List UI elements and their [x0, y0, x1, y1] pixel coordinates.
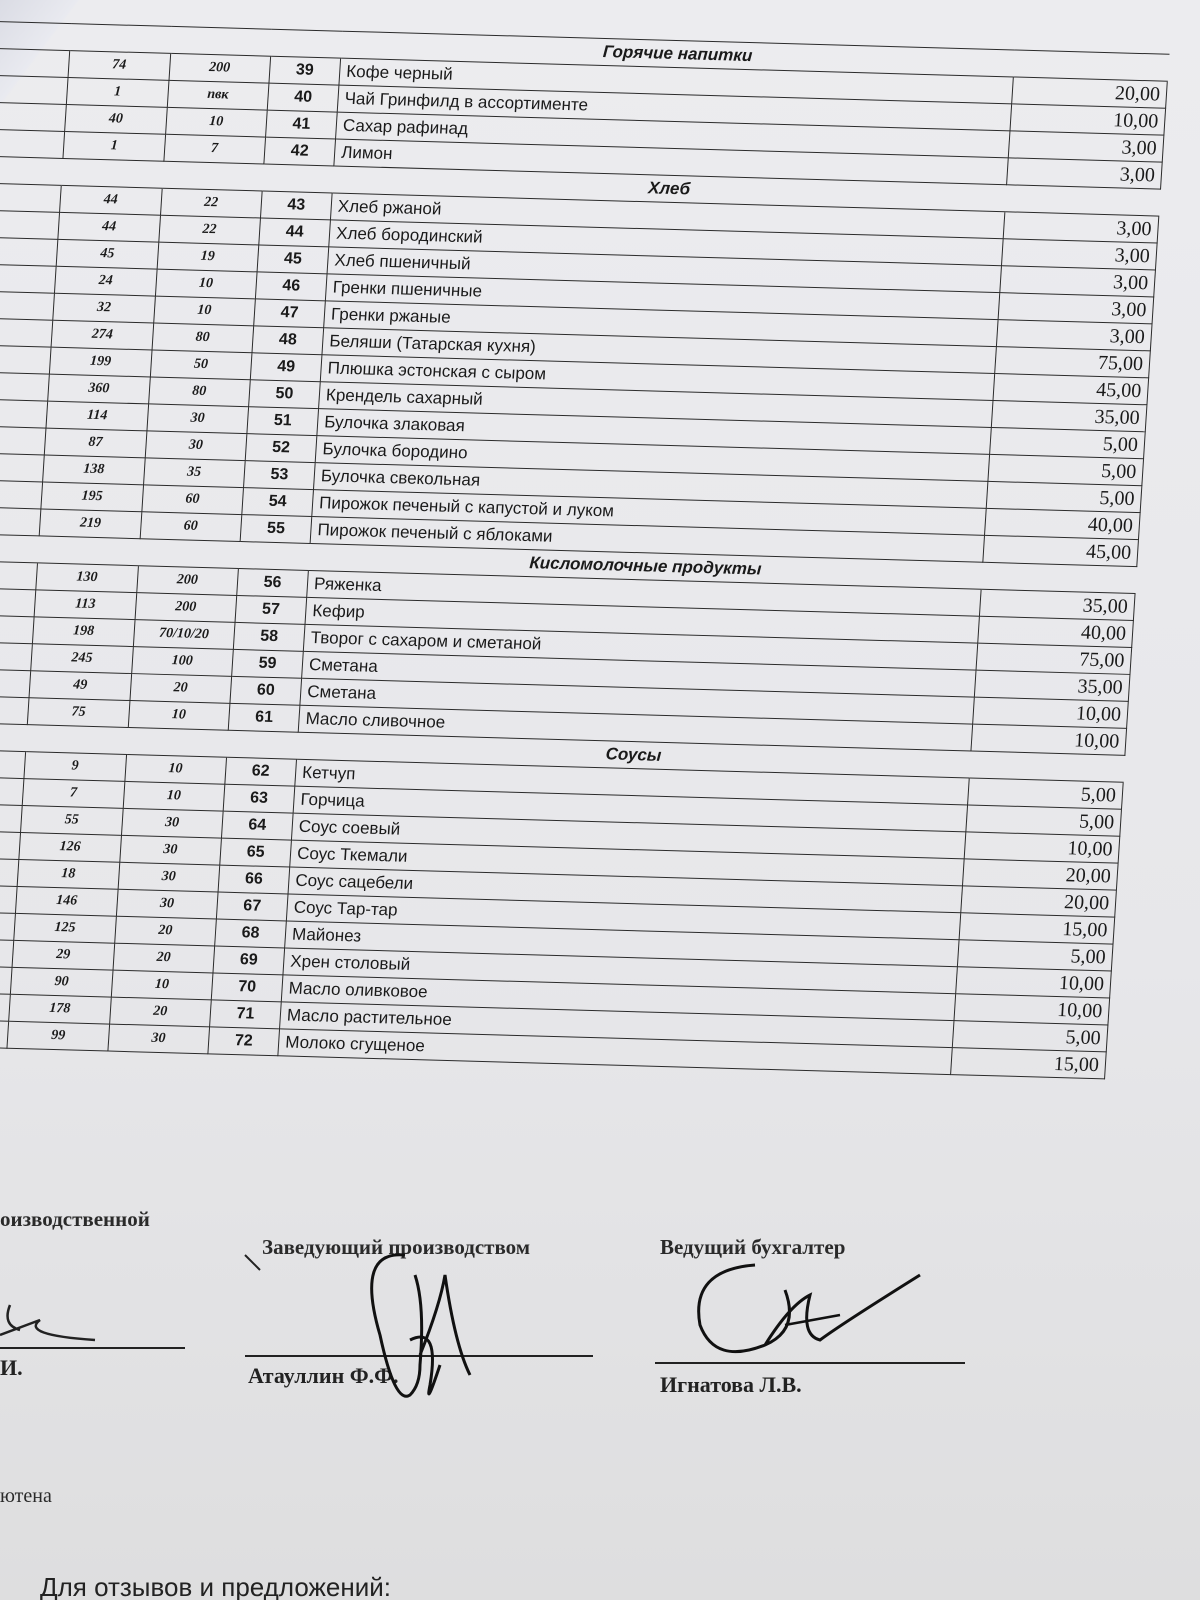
left-signer-name: И. — [0, 1355, 23, 1380]
blank-cell — [238, 542, 310, 571]
blank-cell — [162, 161, 264, 191]
item-number-cell: 47 — [254, 299, 326, 328]
weight-cell: 20 — [114, 916, 216, 946]
blank-cell — [0, 128, 65, 158]
kcal-cell: 32 — [53, 293, 155, 323]
blank-cell — [138, 539, 240, 569]
blank-cell — [0, 209, 60, 239]
item-name-cell: Кетчуп — [295, 759, 969, 805]
blank-cell — [0, 829, 21, 859]
item-number-cell: 48 — [252, 326, 324, 355]
item-name-cell: Булочка бородино — [315, 436, 989, 482]
right-signer-title: Ведущий бухгалтер — [660, 1235, 846, 1259]
kcal-cell: 44 — [60, 185, 162, 215]
weight-cell: 30 — [107, 1024, 209, 1054]
kcal-cell: 114 — [46, 401, 148, 431]
blank-cell — [0, 614, 34, 644]
price-cell: 20,00 — [962, 859, 1118, 890]
item-name-cell: Масло оливковое — [281, 975, 955, 1021]
item-number-cell: 57 — [235, 595, 307, 624]
blank-cell — [0, 802, 22, 832]
weight-cell: 30 — [121, 808, 223, 838]
blank-cell — [0, 695, 29, 725]
blank-cell — [969, 751, 1125, 782]
blank-cell — [0, 236, 58, 266]
weight-cell: 30 — [118, 862, 220, 892]
weight-cell: 20 — [113, 943, 215, 973]
item-name-cell: Хрен столовый — [283, 948, 957, 994]
weight-cell: 19 — [157, 242, 259, 272]
price-cell: 75,00 — [976, 643, 1132, 674]
price-cell: 5,00 — [952, 1021, 1108, 1052]
kcal-cell: 126 — [19, 833, 121, 863]
middle-signer-title: Заведующий производством — [262, 1235, 531, 1259]
weight-cell: 30 — [116, 889, 218, 919]
middle-signature-icon — [240, 1245, 500, 1435]
weight-cell: 20 — [130, 674, 232, 704]
item-name-cell: Творог с сахаром и сметаной — [303, 624, 977, 670]
blank-cell — [0, 317, 53, 347]
weight-cell: 22 — [160, 188, 262, 218]
item-number-cell: 59 — [232, 649, 304, 678]
item-name-cell: Плюшка эстонская с сыром — [320, 355, 994, 401]
kcal-cell: 113 — [34, 590, 136, 620]
item-number-cell: 56 — [237, 568, 309, 597]
item-number-cell: 49 — [250, 353, 322, 382]
price-cell: 10,00 — [964, 832, 1120, 863]
weight-cell: 60 — [140, 512, 242, 542]
weight-cell: 22 — [158, 215, 260, 245]
weight-cell: 30 — [145, 431, 247, 461]
weight-cell: 10 — [155, 269, 257, 299]
item-number-cell: 55 — [240, 515, 312, 544]
price-cell: 15,00 — [959, 913, 1115, 944]
price-cell: 45,00 — [993, 374, 1149, 405]
section-title: Соусы — [297, 732, 971, 778]
item-name-cell: Гренки ржаные — [324, 301, 998, 347]
item-name-cell: Булочка свекольная — [314, 463, 988, 509]
blank-cell — [0, 506, 41, 536]
price-cell: 15,00 — [950, 1048, 1106, 1079]
blank-cell — [0, 47, 70, 77]
blank-cell — [61, 158, 163, 188]
price-cell: 5,00 — [967, 778, 1123, 809]
kcal-cell: 9 — [24, 752, 126, 782]
kcal-cell: 146 — [16, 886, 118, 916]
item-number-cell: 63 — [223, 784, 295, 813]
price-cell: 5,00 — [965, 805, 1121, 836]
kcal-cell: 49 — [29, 671, 131, 701]
blank-cell — [0, 479, 43, 509]
kcal-cell: 178 — [9, 994, 111, 1024]
price-cell: 5,00 — [986, 481, 1142, 512]
item-name-cell: Сметана — [302, 651, 976, 697]
section-title: Хлеб — [332, 166, 1006, 212]
weight-cell: 80 — [148, 377, 250, 407]
feedback-label: Для отзывов и предложений: — [40, 1572, 391, 1600]
kcal-cell: 40 — [65, 105, 167, 135]
price-cell: 5,00 — [989, 427, 1145, 458]
kcal-cell: 195 — [41, 482, 143, 512]
item-number-cell: 41 — [265, 110, 337, 139]
section-title: Кисломолочные продукты — [308, 543, 982, 589]
item-name-cell: Гренки пшеничные — [325, 274, 999, 320]
item-number-cell: 62 — [225, 757, 297, 786]
section-title: Горячие напитки — [341, 31, 1015, 77]
item-name-cell: Пирожок печеный с яблоками — [310, 517, 984, 563]
item-number-cell: 65 — [220, 838, 292, 867]
weight-cell: 35 — [143, 458, 245, 488]
blank-cell — [0, 668, 31, 698]
price-cell: 3,00 — [999, 266, 1155, 297]
kcal-cell: 199 — [50, 347, 152, 377]
price-cell: 10,00 — [954, 994, 1110, 1025]
item-number-cell: 58 — [233, 622, 305, 651]
price-cell: 35,00 — [991, 400, 1147, 431]
blank-cell — [0, 101, 67, 131]
left-signer-title: оизводственной — [0, 1207, 150, 1231]
weight-cell: 200 — [135, 593, 237, 623]
kcal-cell: 29 — [12, 940, 114, 970]
blank-cell — [0, 883, 17, 913]
price-cell: 10,00 — [955, 967, 1111, 998]
item-number-cell: 39 — [269, 56, 341, 85]
blank-cell — [262, 164, 334, 193]
price-cell: 5,00 — [987, 454, 1143, 485]
blank-cell — [26, 725, 128, 755]
blank-cell — [0, 371, 50, 401]
weight-cell: 20 — [109, 997, 211, 1027]
weight-cell: 70/10/20 — [133, 620, 235, 650]
item-name-cell: Хлеб пшеничный — [327, 247, 1001, 293]
price-cell: 40,00 — [977, 616, 1133, 647]
kcal-cell: 75 — [27, 698, 129, 728]
item-name-cell: Майонез — [285, 921, 959, 967]
item-number-cell: 61 — [228, 703, 300, 732]
signature-area — [0, 1185, 1200, 1600]
kcal-cell: 219 — [39, 509, 141, 539]
blank-cell — [981, 562, 1137, 593]
weight-cell: 10 — [153, 296, 255, 326]
weight-cell: 10 — [128, 700, 230, 730]
weight-cell: 100 — [131, 647, 233, 677]
weight-cell: 200 — [136, 566, 238, 596]
weight-cell: 200 — [169, 53, 271, 83]
item-number-cell: 69 — [213, 946, 285, 975]
kcal-cell: 138 — [43, 455, 145, 485]
blank-cell — [0, 722, 27, 752]
item-number-cell: 40 — [267, 83, 339, 112]
blank-cell — [0, 641, 33, 671]
weight-cell: 10 — [124, 754, 226, 784]
blank-cell — [1013, 50, 1169, 81]
blank-cell — [0, 21, 72, 51]
blank-cell — [0, 182, 61, 212]
blank-cell — [0, 74, 68, 104]
item-name-cell: Кефир — [305, 597, 979, 643]
blank-cell — [0, 290, 55, 320]
table-body — [0, 21, 1169, 1079]
blank-cell — [0, 425, 46, 455]
price-cell: 10,00 — [971, 724, 1127, 755]
kcal-cell: 87 — [44, 428, 146, 458]
price-cell: 3,00 — [1006, 158, 1162, 189]
blank-cell — [0, 533, 39, 563]
kcal-cell: 74 — [68, 51, 170, 81]
kcal-cell: 45 — [56, 239, 158, 269]
blank-cell — [0, 560, 38, 590]
item-name-cell: Соус Ткемали — [290, 840, 964, 886]
kcal-cell: 99 — [7, 1021, 109, 1051]
right-signature-icon — [690, 1245, 950, 1365]
item-number-cell: 52 — [245, 434, 317, 463]
item-number-cell: 51 — [247, 407, 319, 436]
price-cell: 10,00 — [1010, 104, 1166, 135]
item-number-cell: 60 — [230, 676, 302, 705]
left-signature-icon — [0, 1275, 120, 1355]
item-number-cell: 53 — [243, 461, 315, 490]
item-name-cell: Масло сливочное — [298, 705, 972, 751]
blank-cell — [0, 398, 48, 428]
item-name-cell: Хлеб ржаной — [331, 193, 1005, 239]
blank-cell — [226, 730, 298, 759]
weight-cell: 10 — [165, 107, 267, 137]
blank-cell — [38, 536, 140, 566]
blank-cell — [0, 344, 51, 374]
price-cell: 3,00 — [996, 320, 1152, 351]
item-name-cell: Молоко сгущеное — [278, 1029, 952, 1075]
item-name-cell: Булочка злаковая — [317, 409, 991, 455]
item-name-cell: Ряженка — [307, 570, 981, 616]
kcal-cell: 1 — [63, 131, 165, 161]
blank-cell — [0, 263, 56, 293]
item-name-cell: Соус соевый — [292, 813, 966, 859]
price-cell: 35,00 — [974, 670, 1130, 701]
middle-signer-name: Атауллин Ф.Ф. — [248, 1363, 399, 1388]
item-number-cell: 50 — [249, 380, 321, 409]
item-number-cell: 42 — [264, 137, 336, 166]
price-cell: 40,00 — [984, 508, 1140, 539]
blank-cell — [0, 856, 19, 886]
blank-cell — [0, 452, 44, 482]
kcal-cell: 24 — [55, 266, 157, 296]
item-name-cell: Хлеб бородинский — [329, 220, 1003, 266]
kcal-cell: 7 — [22, 779, 124, 809]
item-number-cell: 71 — [210, 1000, 282, 1029]
kcal-cell: 18 — [17, 859, 119, 889]
price-cell: 35,00 — [979, 589, 1135, 620]
item-name-cell: Соус Тар-тар — [286, 894, 960, 940]
weight-cell: 30 — [146, 404, 248, 434]
blank-cell — [1004, 185, 1160, 216]
item-number-cell: 44 — [259, 218, 331, 247]
bottom-fragment-text: ютена — [0, 1485, 52, 1507]
item-number-cell: 54 — [242, 488, 314, 517]
blank-cell — [0, 749, 26, 779]
weight-cell: 60 — [141, 485, 243, 515]
item-name-cell: Горчица — [293, 786, 967, 832]
price-cell: 45,00 — [982, 535, 1138, 566]
item-number-cell: 46 — [255, 272, 327, 301]
weight-cell: 80 — [152, 323, 254, 353]
blank-cell — [126, 727, 228, 757]
weight-cell: пвк — [167, 80, 269, 110]
kcal-cell: 1 — [67, 78, 169, 108]
kcal-cell: 360 — [48, 374, 150, 404]
item-number-cell: 66 — [218, 865, 290, 894]
price-cell: 10,00 — [972, 697, 1128, 728]
price-cell: 3,00 — [1001, 239, 1157, 270]
kcal-cell: 245 — [31, 644, 133, 674]
blank-cell — [70, 24, 172, 54]
blank-cell — [0, 155, 63, 185]
kcal-cell: 130 — [36, 563, 138, 593]
item-number-cell: 67 — [216, 892, 288, 921]
item-number-cell: 43 — [260, 191, 332, 220]
kcal-cell: 90 — [11, 967, 113, 997]
blank-cell — [271, 29, 343, 58]
item-name-cell: Кофе черный — [339, 58, 1013, 104]
price-cell: 3,00 — [1008, 131, 1164, 162]
price-cell: 3,00 — [998, 293, 1154, 324]
item-number-cell: 45 — [257, 245, 329, 274]
right-signer-name: Игнатова Л.В. — [660, 1372, 802, 1397]
blank-cell — [170, 26, 272, 56]
price-cell: 5,00 — [957, 940, 1113, 971]
menu-price-table — [0, 20, 1170, 1079]
kcal-cell: 55 — [21, 806, 123, 836]
item-name-cell: Соус сацебели — [288, 867, 962, 913]
blank-cell — [0, 587, 36, 617]
item-name-cell: Пирожок печеный с капустой и луком — [312, 490, 986, 536]
item-name-cell: Сахар рафинад — [336, 112, 1010, 158]
weight-cell: 50 — [150, 350, 252, 380]
kcal-cell: 198 — [33, 617, 135, 647]
kcal-cell: 44 — [58, 212, 160, 242]
item-number-cell: 64 — [221, 811, 293, 840]
item-name-cell: Чай Гринфилд в ассортименте — [337, 85, 1011, 131]
item-name-cell: Сметана — [300, 678, 974, 724]
item-name-cell: Беляши (Татарская кухня) — [322, 328, 996, 374]
kcal-cell: 274 — [51, 320, 153, 350]
weight-cell: 30 — [119, 835, 221, 865]
weight-cell: 10 — [111, 970, 213, 1000]
item-name-cell: Лимон — [334, 139, 1008, 185]
price-cell: 20,00 — [1011, 77, 1167, 108]
price-cell: 75,00 — [994, 347, 1150, 378]
item-name-cell: Крендель сахарный — [319, 382, 993, 428]
item-number-cell: 70 — [211, 973, 283, 1002]
price-cell: 20,00 — [960, 886, 1116, 917]
item-name-cell: Масло растительное — [280, 1002, 954, 1048]
kcal-cell: 125 — [14, 913, 116, 943]
price-cell: 3,00 — [1003, 212, 1159, 243]
item-number-cell: 68 — [215, 919, 287, 948]
blank-cell — [0, 775, 24, 805]
weight-cell: 7 — [163, 134, 265, 164]
item-number-cell: 72 — [208, 1027, 280, 1056]
weight-cell: 10 — [123, 781, 225, 811]
